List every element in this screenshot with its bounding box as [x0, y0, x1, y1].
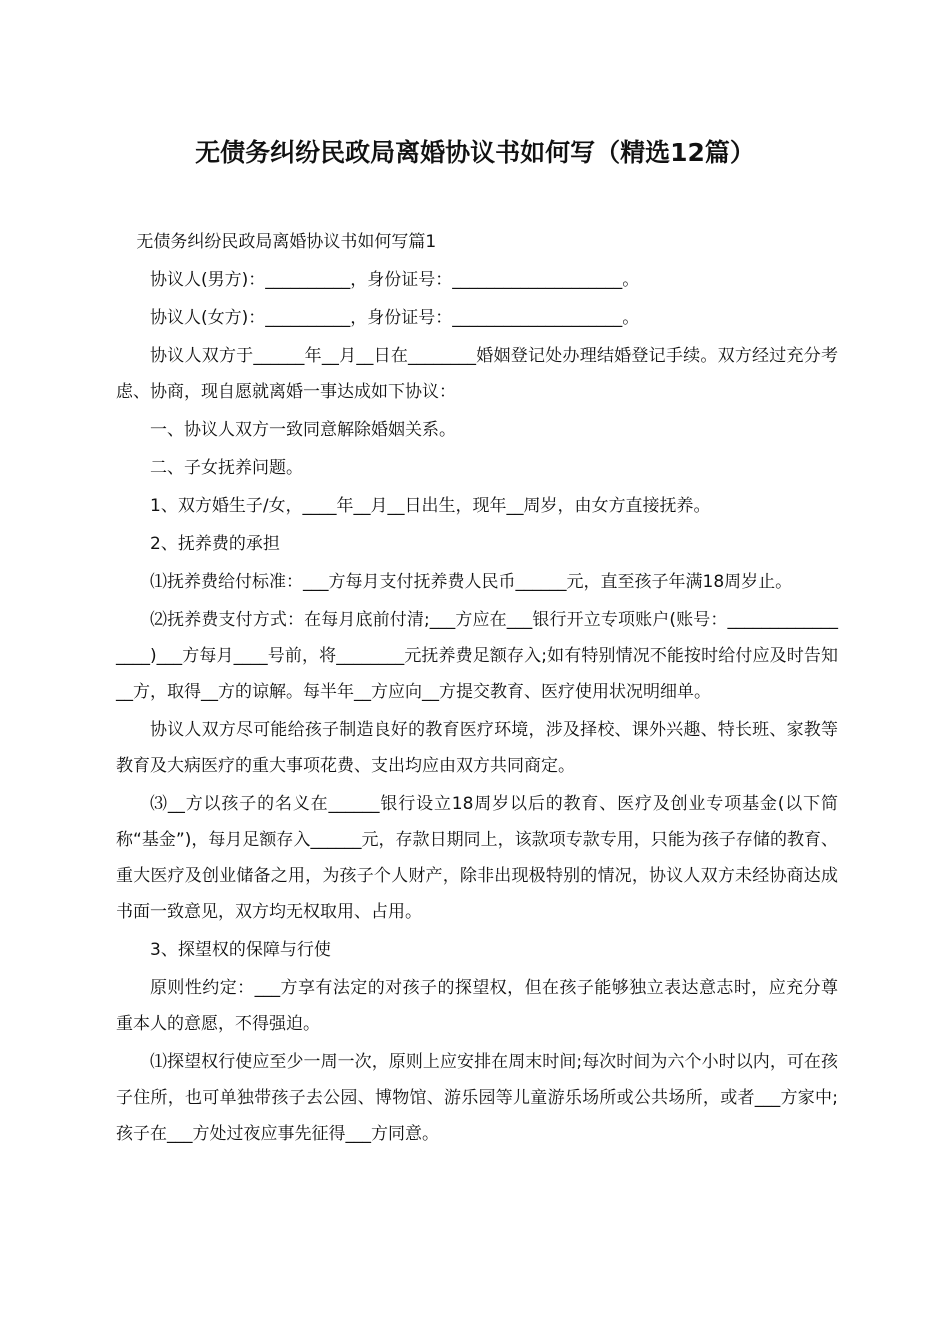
paragraph-visitation-heading: 3、探望权的保障与行使: [150, 940, 331, 960]
paragraph-male-party: 协议人(男方)：__________，身份证号：____________________。: [150, 270, 640, 290]
document-title: 无债务纠纷民政局离婚协议书如何写（精选12篇）: [195, 138, 755, 167]
document-body: [116, 224, 838, 1154]
paragraph-education-environment: 协议人双方尽可能给孩子制造良好的教育医疗环境，涉及择校、课外兴趣、特长班、家教等教育及大病医疗的重大事项花费、支出均应由双方共同商定。: [116, 720, 838, 776]
paragraph-support-standard: ⑴抚养费给付标准：___方每月支付抚养费人民币______元，直至孩子年满18周岁止。: [150, 572, 793, 592]
section-heading: 无债务纠纷民政局离婚协议书如何写篇1: [136, 232, 437, 252]
paragraph-support-heading: 2、抚养费的承担: [150, 534, 280, 554]
paragraph-clause-2: 二、子女抚养问题。: [150, 458, 303, 478]
paragraph-female-party: 协议人(女方)：__________，身份证号：____________________。: [150, 308, 640, 328]
paragraph-support-payment: ⑵抚养费支付方式：在每月底前付清;___方应在___银行开立专项账户(账号：_________________)___方每月____号前，将________元抚养费足额存入;如有特别情况不能按时给付应及时告知__方，取得__方的谅解。每半年__方应向__方提交教育、医疗使用状况明细单。: [116, 610, 838, 702]
paragraph-visitation-frequency: ⑴探望权行使应至少一周一次，原则上应安排在周末时间;每次时间为六个小时以内，可在孩子住所，也可单独带孩子去公园、博物馆、游乐园等儿童游乐场所或公共场所，或者___方家中;孩子在___方处过夜应事先征得___方同意。: [116, 1052, 838, 1144]
paragraph-child-info: 1、双方婚生子/女，____年__月__日出生，现年__周岁，由女方直接抚养。: [150, 496, 711, 516]
paragraph-clause-1: 一、协议人双方一致同意解除婚姻关系。: [150, 420, 456, 440]
paragraph-marriage-registration: 协议人双方于______年__月__日在________婚姻登记处办理结婚登记手续。双方经过充分考虑、协商，现自愿就离婚一事达成如下协议：: [116, 346, 838, 402]
paragraph-visitation-principle: 原则性约定：___方享有法定的对孩子的探望权，但在孩子能够独立表达意志时，应充分尊重本人的意愿，不得强迫。: [116, 978, 838, 1034]
paragraph-fund: ⑶__方以孩子的名义在______银行设立18周岁以后的教育、医疗及创业专项基金(以下简称“基金”)，每月足额存入______元，存款日期同上，该款项专款专用，只能为孩子存储的教育、重大医疗及创业储备之用，为孩子个人财产，除非出现极特别的情况，协议人双方未经协商达成书面一致意见，双方均无权取用、占用。: [116, 794, 838, 922]
